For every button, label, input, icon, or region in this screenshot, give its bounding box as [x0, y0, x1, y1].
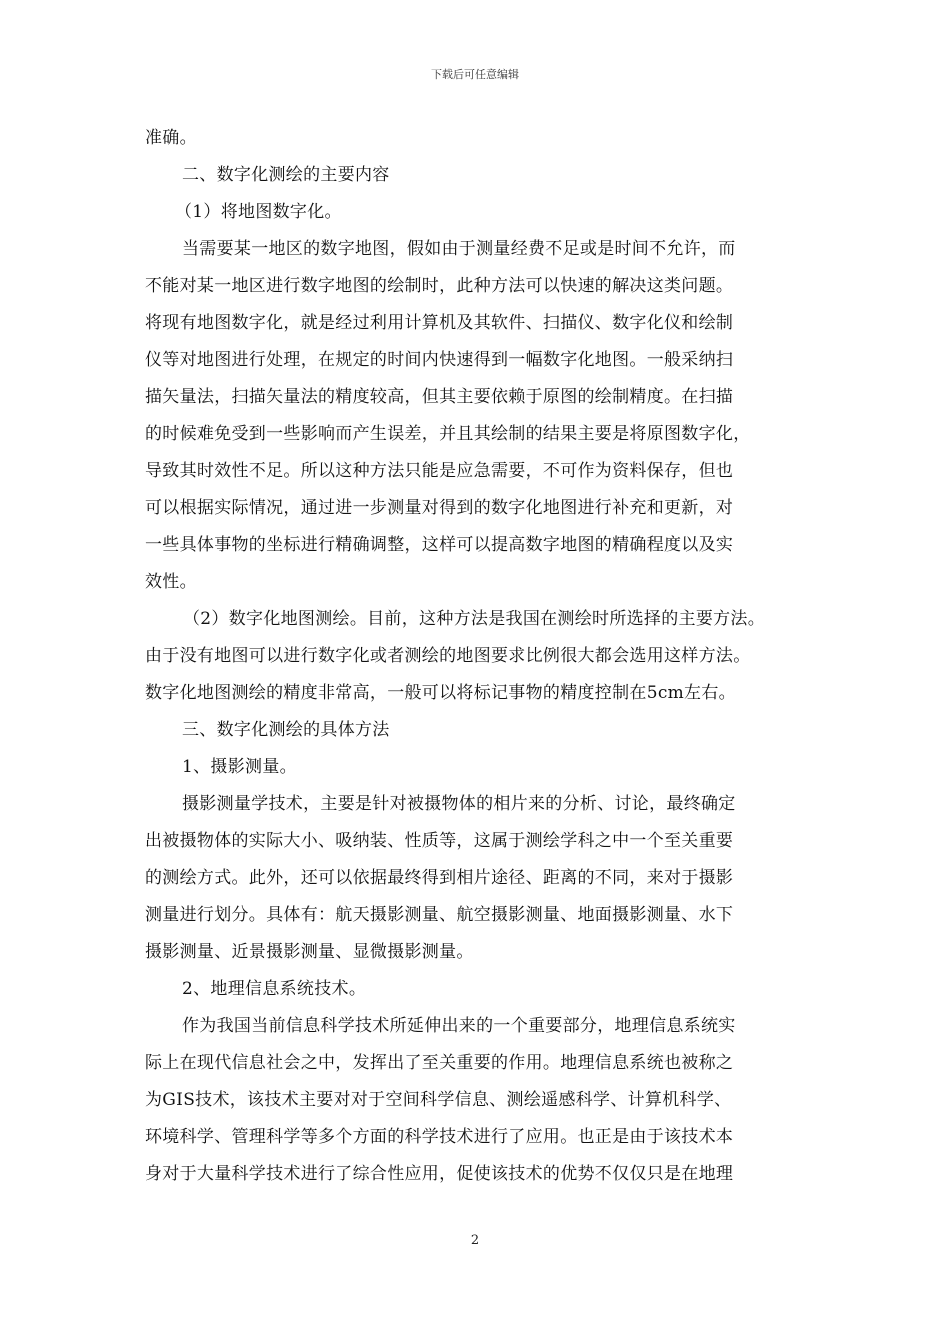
section-heading: 三、数字化测绘的具体方法	[182, 720, 390, 740]
text-line: 仪等对地图进行处理，在规定的时间内快速得到一幅数字化地图。一般采纳扫	[145, 350, 734, 370]
text-line: 环境科学、管理科学等多个方面的科学技术进行了应用。也正是由于该技术本	[145, 1127, 734, 1147]
subsection-heading: （2）数字化地图测绘。目前，这种方法是我国在测绘时所选择的主要方法。	[183, 609, 766, 629]
subsection-heading: 1、摄影测量。	[182, 757, 297, 777]
subsection-heading: （1）将地图数字化。	[175, 202, 342, 222]
text-line: 将现有地图数字化，就是经过利用计算机及其软件、扫描仪、数字化仪和绘制	[145, 313, 734, 333]
page-header: 下载后可任意编辑	[431, 68, 519, 81]
text-line: 作为我国当前信息科学技术所延伸出来的一个重要部分，地理信息系统实	[182, 1016, 736, 1036]
section-heading: 二、数字化测绘的主要内容	[182, 165, 390, 185]
text-line: 不能对某一地区进行数字地图的绘制时，此种方法可以快速的解决这类问题。	[145, 276, 734, 296]
text-line: 描矢量法，扫描矢量法的精度较高，但其主要依赖于原图的绘制精度。在扫描	[145, 387, 734, 407]
text-line: 际上在现代信息社会之中，发挥出了至关重要的作用。地理信息系统也被称之	[145, 1053, 734, 1073]
text-line: 由于没有地图可以进行数字化或者测绘的地图要求比例很大都会选用这样方法。	[145, 646, 751, 666]
text-line: 可以根据实际情况，通过进一步测量对得到的数字化地图进行补充和更新，对	[145, 498, 734, 518]
text-line: 一些具体事物的坐标进行精确调整，这样可以提高数字地图的精确程度以及实	[145, 535, 734, 555]
text-line: 摄影测量、近景摄影测量、显微摄影测量。	[145, 942, 474, 962]
text-line: 准确。	[145, 128, 197, 148]
text-line: 身对于大量科学技术进行了综合性应用，促使该技术的优势不仅仅只是在地理	[145, 1164, 734, 1184]
text-line: 当需要某一地区的数字地图，假如由于测量经费不足或是时间不允许，而	[182, 239, 736, 259]
text-line: 导致其时效性不足。所以这种方法只能是应急需要，不可作为资料保存，但也	[145, 461, 734, 481]
subsection-heading: 2、地理信息系统技术。	[182, 979, 367, 999]
text-line: 摄影测量学技术，主要是针对被摄物体的相片来的分析、讨论，最终确定	[182, 794, 736, 814]
page-number: 2	[470, 1233, 480, 1248]
text-line: 测量进行划分。具体有：航天摄影测量、航空摄影测量、地面摄影测量、水下	[145, 905, 734, 925]
text-line: 为GIS技术，该技术主要对对于空间科学信息、测绘遥感科学、计算机科学、	[145, 1090, 732, 1110]
text-line: 数字化地图测绘的精度非常高，一般可以将标记事物的精度控制在5cm左右。	[145, 683, 736, 703]
text-line: 出被摄物体的实际大小、吸纳装、性质等，这属于测绘学科之中一个至关重要	[145, 831, 734, 851]
text-line: 的测绘方式。此外，还可以依据最终得到相片途径、距离的不同，来对于摄影	[145, 868, 734, 888]
text-line: 效性。	[145, 572, 197, 592]
document-body	[145, 120, 815, 1193]
text-line: 的时候难免受到一些影响而产生误差，并且其绘制的结果主要是将原图数字化，	[145, 424, 751, 444]
